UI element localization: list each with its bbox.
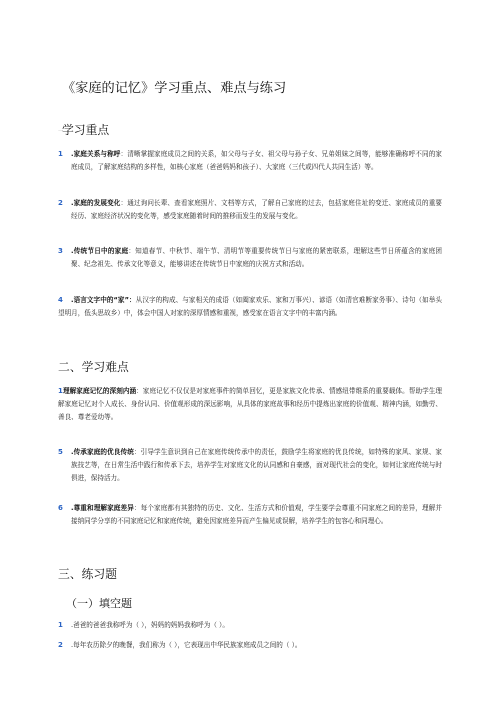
list-item <box>58 148 442 174</box>
list-item <box>58 619 442 632</box>
list-item <box>58 197 442 223</box>
item-lead: .语言文字中的“家”： <box>71 296 136 304</box>
document-title: 《家庭的记忆》学习重点、难点与练习 <box>62 81 287 96</box>
item-lead: .传承家庭的优良传统 <box>71 448 134 456</box>
list-item <box>58 446 442 484</box>
section-marker: 一 <box>58 129 64 135</box>
item-text: ：知道春节、中秋节、端午节、清明节等重要传统节日与家庭的紧密联系，理解这些节日所蕴含的家庭团聚、纪念祖先、传承文化等意义，能够讲述在传统节日中家庭的庆祝方式和活动。 <box>71 247 442 268</box>
item-number: 3 <box>58 247 63 255</box>
item-text: .爸爸的爸爸我称呼为（ ），妈妈的妈妈我称呼为（ ）。 <box>71 621 229 629</box>
list-item <box>58 245 442 271</box>
item-number: 1 <box>58 387 63 395</box>
item-number: 2 <box>58 199 63 207</box>
section-heading-exercises: 三、练习题 <box>58 567 117 581</box>
item-number: 6 <box>58 504 63 512</box>
item-text: ：清晰掌握家庭成员之间的关系，如父母与子女、祖父母与孙子女、兄弟姐妹之间等，能够准确称呼不同的家庭成员，了解家庭结构的多样性，如核心家庭（爸爸妈妈和孩子）、大家庭（三代或四代人共同生活）等。 <box>71 150 442 171</box>
item-text: ：引导学生意识到自己在家庭传统传承中的责任，鼓励学生将家庭的优良传统，如特殊的家风、家规、家族技艺等，在日常生活中践行和传承下去，培养学生对家庭文化的认同感和自豪感，面对现代社会的变化，如何让家庭传统与时俱进，保持活力。 <box>71 448 443 482</box>
section-heading-difficulties: 二、学习难点 <box>58 360 129 374</box>
item-text: .每年农历除夕的晚餐，我们称为（ ），它表现出中华民族家庭成员之间的（ ）。 <box>71 641 302 649</box>
item-lead: 理解家庭记忆的深刻内涵 <box>63 387 137 395</box>
list-item <box>58 639 442 652</box>
item-lead: .传统节日中的家庭 <box>71 247 129 255</box>
item-text: 从汉字的构成、与家相关的成语（如阖家欢乐、家和万事兴）、谚语（如清官难断家务事）、诗句（如举头望明月，低头思故乡）中，体会中国人对家的深厚情感和重视，感受家在语言文字中的丰富内涵。 <box>58 296 442 317</box>
section-heading-key-points: 学习重点 <box>62 123 110 137</box>
item-number: 1 <box>58 150 63 158</box>
subsection-heading-fill-blank: （一）填空题 <box>66 597 132 610</box>
item-number: 4 <box>58 296 63 304</box>
item-text: ：家庭记忆不仅仅是对家庭事件的简单回忆，更是家族文化传承、情感纽带维系的重要载体。帮助学生理解家庭记忆对个人成长、身份认同、价值观形成的深远影响，从具体的家庭故事和经历中提炼出家庭的价值观、精神内涵，如勤劳、善良、尊老爱幼等。 <box>58 387 443 421</box>
item-lead: .家庭的发展变化 <box>71 199 121 207</box>
item-text: ：通过询问长辈、查看家庭照片、文档等方式，了解自己家庭的过去，包括家庭住址的变迁、家庭成员的重要经历、家庭经济状况的变化等，感受家庭随着时间的推移而发生的发展与变化。 <box>71 199 442 220</box>
list-item <box>58 294 442 320</box>
item-number: 2 <box>58 641 63 649</box>
list-item <box>58 385 442 423</box>
item-number: 1 <box>58 621 63 629</box>
item-lead: .家庭关系与称呼 <box>71 150 121 158</box>
item-text: ：每个家庭都有其独特的历史、文化、生活方式和价值观，学生要学会尊重不同家庭之间的差异，理解并接纳同学分享的不同家庭记忆和家庭传统，避免因家庭差异而产生偏见或误解，培养学生的包容心和同理心。 <box>71 504 443 525</box>
item-lead: .尊重和理解家庭差异 <box>71 504 134 512</box>
item-number: 5 <box>58 448 63 456</box>
list-item <box>58 502 442 528</box>
